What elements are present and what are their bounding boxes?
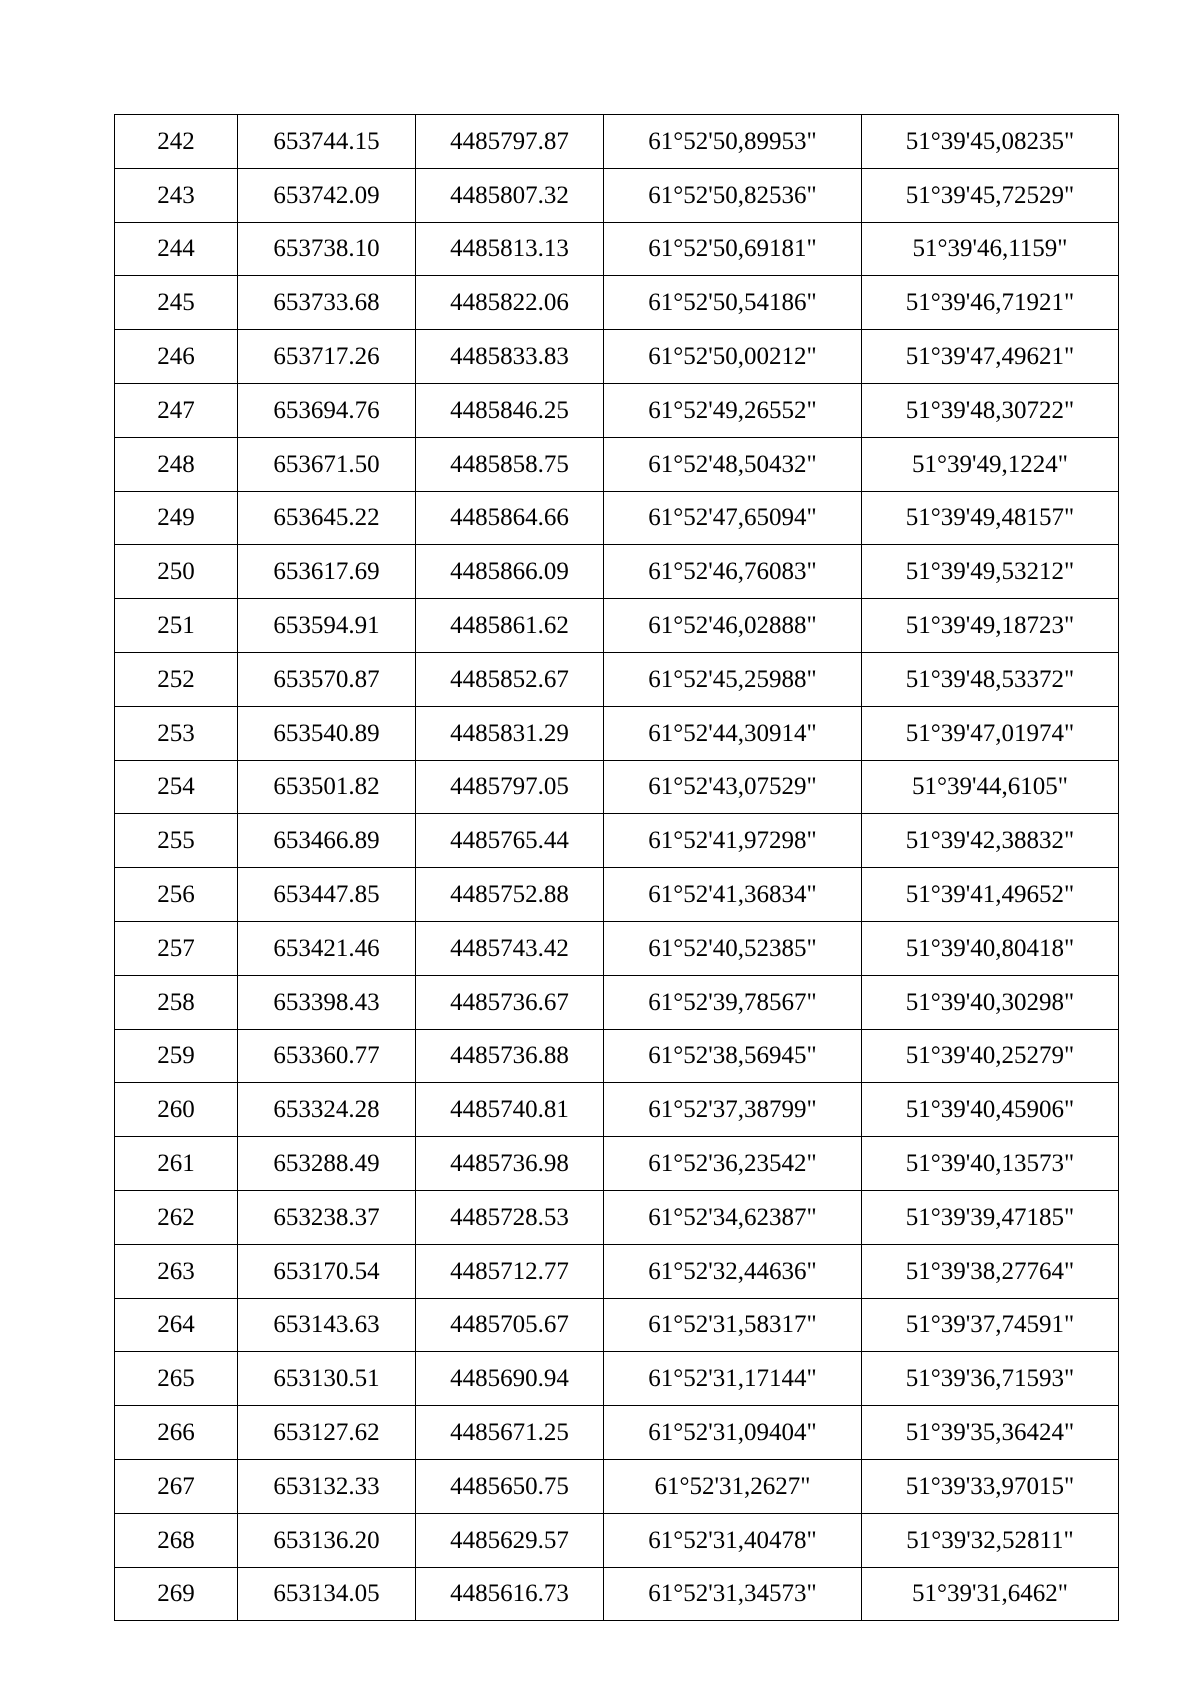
x-coordinate-cell: 653594.91 — [238, 599, 416, 653]
longitude-cell: 61°52'31,2627" — [604, 1459, 862, 1513]
x-coordinate-cell: 653742.09 — [238, 168, 416, 222]
point-number-cell: 260 — [115, 1083, 238, 1137]
longitude-cell: 61°52'46,02888" — [604, 599, 862, 653]
table-row — [115, 330, 1119, 384]
longitude-cell: 61°52'41,97298" — [604, 814, 862, 868]
longitude-cell: 61°52'41,36834" — [604, 868, 862, 922]
table-row — [115, 491, 1119, 545]
latitude-cell: 51°39'31,6462" — [862, 1567, 1119, 1621]
longitude-cell: 61°52'46,76083" — [604, 545, 862, 599]
point-number-cell: 265 — [115, 1352, 238, 1406]
table-row — [115, 115, 1119, 169]
y-coordinate-cell: 4485629.57 — [416, 1513, 604, 1567]
table-row — [115, 222, 1119, 276]
latitude-cell: 51°39'38,27764" — [862, 1244, 1119, 1298]
latitude-cell: 51°39'49,18723" — [862, 599, 1119, 653]
point-number-cell: 250 — [115, 545, 238, 599]
point-number-cell: 255 — [115, 814, 238, 868]
point-number-cell: 264 — [115, 1298, 238, 1352]
x-coordinate-cell: 653447.85 — [238, 868, 416, 922]
table-row — [115, 1137, 1119, 1191]
table-row — [115, 1567, 1119, 1621]
y-coordinate-cell: 4485650.75 — [416, 1459, 604, 1513]
x-coordinate-cell: 653143.63 — [238, 1298, 416, 1352]
table-row — [115, 814, 1119, 868]
point-number-cell: 246 — [115, 330, 238, 384]
table-row — [115, 599, 1119, 653]
y-coordinate-cell: 4485752.88 — [416, 868, 604, 922]
y-coordinate-cell: 4485861.62 — [416, 599, 604, 653]
longitude-cell: 61°52'45,25988" — [604, 652, 862, 706]
point-number-cell: 254 — [115, 760, 238, 814]
y-coordinate-cell: 4485797.87 — [416, 115, 604, 169]
latitude-cell: 51°39'47,01974" — [862, 706, 1119, 760]
latitude-cell: 51°39'33,97015" — [862, 1459, 1119, 1513]
point-number-cell: 269 — [115, 1567, 238, 1621]
table-row — [115, 921, 1119, 975]
x-coordinate-cell: 653694.76 — [238, 383, 416, 437]
y-coordinate-cell: 4485846.25 — [416, 383, 604, 437]
table-row — [115, 168, 1119, 222]
point-number-cell: 242 — [115, 115, 238, 169]
latitude-cell: 51°39'36,71593" — [862, 1352, 1119, 1406]
x-coordinate-cell: 653733.68 — [238, 276, 416, 330]
latitude-cell: 51°39'32,52811" — [862, 1513, 1119, 1567]
latitude-cell: 51°39'37,74591" — [862, 1298, 1119, 1352]
table-row — [115, 1298, 1119, 1352]
longitude-cell: 61°52'47,65094" — [604, 491, 862, 545]
y-coordinate-cell: 4485833.83 — [416, 330, 604, 384]
x-coordinate-cell: 653398.43 — [238, 975, 416, 1029]
longitude-cell: 61°52'40,52385" — [604, 921, 862, 975]
longitude-cell: 61°52'31,09404" — [604, 1406, 862, 1460]
latitude-cell: 51°39'40,45906" — [862, 1083, 1119, 1137]
x-coordinate-cell: 653717.26 — [238, 330, 416, 384]
table-row — [115, 1406, 1119, 1460]
x-coordinate-cell: 653466.89 — [238, 814, 416, 868]
latitude-cell: 51°39'48,30722" — [862, 383, 1119, 437]
longitude-cell: 61°52'43,07529" — [604, 760, 862, 814]
table-row — [115, 383, 1119, 437]
point-number-cell: 266 — [115, 1406, 238, 1460]
y-coordinate-cell: 4485813.13 — [416, 222, 604, 276]
longitude-cell: 61°52'48,50432" — [604, 437, 862, 491]
latitude-cell: 51°39'40,80418" — [862, 921, 1119, 975]
longitude-cell: 61°52'34,62387" — [604, 1190, 862, 1244]
x-coordinate-cell: 653421.46 — [238, 921, 416, 975]
table-row — [115, 652, 1119, 706]
longitude-cell: 61°52'32,44636" — [604, 1244, 862, 1298]
y-coordinate-cell: 4485690.94 — [416, 1352, 604, 1406]
x-coordinate-cell: 653671.50 — [238, 437, 416, 491]
table-row — [115, 1459, 1119, 1513]
longitude-cell: 61°52'31,58317" — [604, 1298, 862, 1352]
point-number-cell: 267 — [115, 1459, 238, 1513]
latitude-cell: 51°39'44,6105" — [862, 760, 1119, 814]
x-coordinate-cell: 653132.33 — [238, 1459, 416, 1513]
y-coordinate-cell: 4485712.77 — [416, 1244, 604, 1298]
longitude-cell: 61°52'31,17144" — [604, 1352, 862, 1406]
longitude-cell: 61°52'31,40478" — [604, 1513, 862, 1567]
y-coordinate-cell: 4485807.32 — [416, 168, 604, 222]
point-number-cell: 243 — [115, 168, 238, 222]
latitude-cell: 51°39'46,1159" — [862, 222, 1119, 276]
y-coordinate-cell: 4485822.06 — [416, 276, 604, 330]
longitude-cell: 61°52'49,26552" — [604, 383, 862, 437]
point-number-cell: 244 — [115, 222, 238, 276]
longitude-cell: 61°52'44,30914" — [604, 706, 862, 760]
latitude-cell: 51°39'42,38832" — [862, 814, 1119, 868]
y-coordinate-cell: 4485831.29 — [416, 706, 604, 760]
x-coordinate-cell: 653130.51 — [238, 1352, 416, 1406]
longitude-cell: 61°52'50,82536" — [604, 168, 862, 222]
x-coordinate-cell: 653324.28 — [238, 1083, 416, 1137]
x-coordinate-cell: 653288.49 — [238, 1137, 416, 1191]
table-row — [115, 276, 1119, 330]
x-coordinate-cell: 653501.82 — [238, 760, 416, 814]
longitude-cell: 61°52'38,56945" — [604, 1029, 862, 1083]
latitude-cell: 51°39'39,47185" — [862, 1190, 1119, 1244]
y-coordinate-cell: 4485765.44 — [416, 814, 604, 868]
latitude-cell: 51°39'35,36424" — [862, 1406, 1119, 1460]
table-row — [115, 1029, 1119, 1083]
longitude-cell: 61°52'37,38799" — [604, 1083, 862, 1137]
latitude-cell: 51°39'47,49621" — [862, 330, 1119, 384]
point-number-cell: 263 — [115, 1244, 238, 1298]
y-coordinate-cell: 4485616.73 — [416, 1567, 604, 1621]
y-coordinate-cell: 4485736.88 — [416, 1029, 604, 1083]
point-number-cell: 245 — [115, 276, 238, 330]
x-coordinate-cell: 653170.54 — [238, 1244, 416, 1298]
table-row — [115, 706, 1119, 760]
longitude-cell: 61°52'39,78567" — [604, 975, 862, 1029]
table-row — [115, 1352, 1119, 1406]
point-number-cell: 259 — [115, 1029, 238, 1083]
table-row — [115, 1244, 1119, 1298]
point-number-cell: 253 — [115, 706, 238, 760]
y-coordinate-cell: 4485858.75 — [416, 437, 604, 491]
x-coordinate-cell: 653744.15 — [238, 115, 416, 169]
point-number-cell: 268 — [115, 1513, 238, 1567]
x-coordinate-cell: 653540.89 — [238, 706, 416, 760]
x-coordinate-cell: 653136.20 — [238, 1513, 416, 1567]
y-coordinate-cell: 4485797.05 — [416, 760, 604, 814]
point-number-cell: 252 — [115, 652, 238, 706]
longitude-cell: 61°52'50,00212" — [604, 330, 862, 384]
latitude-cell: 51°39'40,13573" — [862, 1137, 1119, 1191]
latitude-cell: 51°39'40,30298" — [862, 975, 1119, 1029]
point-number-cell: 248 — [115, 437, 238, 491]
table-row — [115, 760, 1119, 814]
table-row — [115, 975, 1119, 1029]
point-number-cell: 256 — [115, 868, 238, 922]
y-coordinate-cell: 4485866.09 — [416, 545, 604, 599]
latitude-cell: 51°39'48,53372" — [862, 652, 1119, 706]
point-number-cell: 258 — [115, 975, 238, 1029]
latitude-cell: 51°39'49,1224" — [862, 437, 1119, 491]
point-number-cell: 257 — [115, 921, 238, 975]
table-row — [115, 437, 1119, 491]
table-row — [115, 1190, 1119, 1244]
x-coordinate-cell: 653238.37 — [238, 1190, 416, 1244]
point-number-cell: 249 — [115, 491, 238, 545]
table-row — [115, 868, 1119, 922]
point-number-cell: 251 — [115, 599, 238, 653]
latitude-cell: 51°39'46,71921" — [862, 276, 1119, 330]
longitude-cell: 61°52'31,34573" — [604, 1567, 862, 1621]
latitude-cell: 51°39'41,49652" — [862, 868, 1119, 922]
longitude-cell: 61°52'50,89953" — [604, 115, 862, 169]
y-coordinate-cell: 4485864.66 — [416, 491, 604, 545]
y-coordinate-cell: 4485852.67 — [416, 652, 604, 706]
x-coordinate-cell: 653360.77 — [238, 1029, 416, 1083]
x-coordinate-cell: 653645.22 — [238, 491, 416, 545]
x-coordinate-cell: 653127.62 — [238, 1406, 416, 1460]
latitude-cell: 51°39'49,53212" — [862, 545, 1119, 599]
y-coordinate-cell: 4485671.25 — [416, 1406, 604, 1460]
y-coordinate-cell: 4485743.42 — [416, 921, 604, 975]
x-coordinate-cell: 653617.69 — [238, 545, 416, 599]
point-number-cell: 262 — [115, 1190, 238, 1244]
table-row — [115, 1083, 1119, 1137]
y-coordinate-cell: 4485705.67 — [416, 1298, 604, 1352]
y-coordinate-cell: 4485736.98 — [416, 1137, 604, 1191]
latitude-cell: 51°39'45,08235" — [862, 115, 1119, 169]
x-coordinate-cell: 653738.10 — [238, 222, 416, 276]
y-coordinate-cell: 4485736.67 — [416, 975, 604, 1029]
latitude-cell: 51°39'45,72529" — [862, 168, 1119, 222]
longitude-cell: 61°52'36,23542" — [604, 1137, 862, 1191]
table-row — [115, 1513, 1119, 1567]
point-number-cell: 247 — [115, 383, 238, 437]
table-row — [115, 545, 1119, 599]
coordinates-table-body — [115, 115, 1119, 1621]
y-coordinate-cell: 4485740.81 — [416, 1083, 604, 1137]
point-number-cell: 261 — [115, 1137, 238, 1191]
longitude-cell: 61°52'50,54186" — [604, 276, 862, 330]
latitude-cell: 51°39'40,25279" — [862, 1029, 1119, 1083]
y-coordinate-cell: 4485728.53 — [416, 1190, 604, 1244]
x-coordinate-cell: 653134.05 — [238, 1567, 416, 1621]
coordinates-table — [114, 114, 1119, 1621]
latitude-cell: 51°39'49,48157" — [862, 491, 1119, 545]
x-coordinate-cell: 653570.87 — [238, 652, 416, 706]
longitude-cell: 61°52'50,69181" — [604, 222, 862, 276]
